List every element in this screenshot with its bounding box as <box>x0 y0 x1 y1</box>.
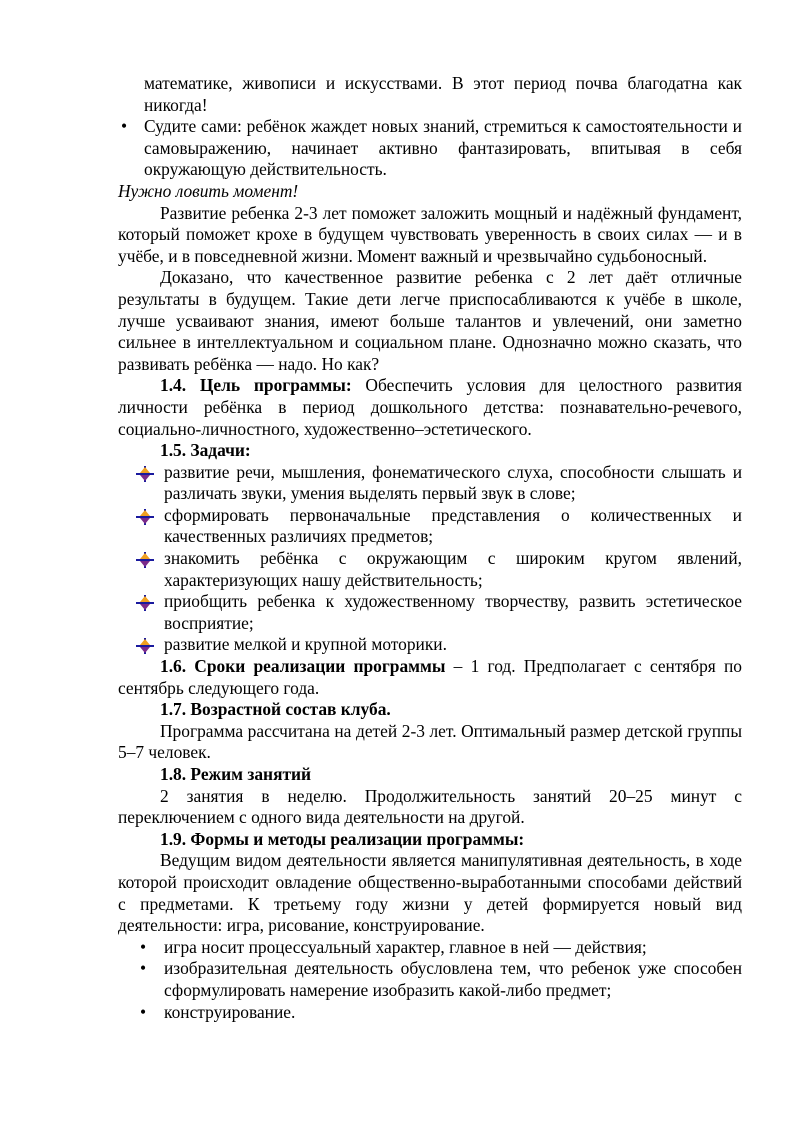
bullet-dot-icon: • <box>140 1001 147 1022</box>
bullet-dot-icon: • <box>140 958 147 979</box>
paragraph: Доказано, что качественное развитие ребенка с 2 лет даёт отличные результаты в будущем. Такие дети легче приспосабливаются к учёбе в школе, лучше усваивают знания, имеют больше талантов и увлечений, они заметно сильнее в интеллектуальном и социальном плане. Однозначно можно сказать, что развивать ребёнка — надо. Но как? <box>118 267 742 374</box>
task-text: сформировать первоначальные представления о количественных и качественных различиях предметов; <box>164 504 742 547</box>
italic-emphasis: Нужно ловить момент! <box>118 180 299 201</box>
document-page <box>118 73 742 1023</box>
section-heading: 1.9. Формы и методы реализации программы: <box>160 828 525 849</box>
section-heading: 1.7. Возрастной состав клуба. <box>160 699 391 720</box>
list-item <box>118 505 742 548</box>
list-item <box>118 462 742 505</box>
list-item <box>118 1002 742 1024</box>
section-heading: 1.6. Сроки реализации программы <box>160 656 446 677</box>
section-goal <box>118 375 742 440</box>
arrow-bullet-icon <box>136 552 154 568</box>
arrow-bullet-icon <box>136 509 154 525</box>
arrow-bullet-icon <box>136 638 154 654</box>
arrow-bullet-icon <box>136 466 154 482</box>
list-item <box>118 548 742 591</box>
task-text: приобщить ребенка к художественному творчеству, развить эстетическое восприятие; <box>164 591 742 633</box>
list-item <box>118 937 742 959</box>
section-heading: 1.8. Режим занятий <box>160 764 312 784</box>
task-list <box>118 462 742 656</box>
section-text: – 1 год. Предполагает с сентября по сентябрь следующего года. <box>118 656 743 698</box>
list-item <box>118 116 742 181</box>
task-text: развитие мелкой и крупной моторики. <box>164 634 447 655</box>
list-item <box>118 634 742 656</box>
bullet-dot-icon: • <box>140 936 147 957</box>
paragraph: 2 занятия в неделю. Продолжительность занятий 20–25 минут с переключением с одного вида деятельности на другой. <box>118 785 742 828</box>
bullet-text: конструирование. <box>164 1001 296 1022</box>
section-heading: 1.5. Задачи: <box>160 440 251 461</box>
section-duration <box>118 656 742 699</box>
bullet-text: изобразительная деятельность обусловлена тем, что ребенок уже способен сформулировать намерение изобразить какой-либо предмет; <box>164 958 742 1000</box>
arrow-bullet-icon <box>136 595 154 611</box>
section-heading: 1.4. Цель программы: <box>160 375 352 396</box>
continuation-text: математике, живописи и искусствами. В этот период почва благодатна как никогда! <box>144 73 742 115</box>
paragraph: Ведущим видом деятельности является манипулятивная деятельность, в ходе которой происходит овладение общественно-выработанными способами действий с предметами. К третьему году жизни у детей формируется новый вид деятельности: игра, рисование, конструирование. <box>118 850 742 936</box>
list-item <box>118 958 742 1001</box>
paragraph: Программа рассчитана на детей 2-3 лет. Оптимальный размер детской группы 5–7 человек. <box>118 720 742 763</box>
bullet-dot-icon: • <box>121 116 128 137</box>
task-text: знакомить ребёнка с окружающим с широким кругом явлений, характеризующих нашу действительность; <box>164 548 742 590</box>
bullet-text: игра носит процессуальный характер, главное в ней — действия; <box>164 936 647 957</box>
paragraph: Развитие ребенка 2-3 лет поможет заложить мощный и надёжный фундамент, который поможет крохе в будущем чувствовать уверенность в своих силах — и в учёбе, и в повседневной жизни. Момент важный и чрезвычайно судьбоносный. <box>118 202 742 266</box>
task-text: развитие речи, мышления, фонематического слуха, способности слышать и различать звуки, умения выделять первый звук в слове; <box>164 461 742 504</box>
bullet-text: Судите сами: ребёнок жаждет новых знаний, стремиться к самостоятельности и самовыражению, начинает активно фантазировать, впитывая в себя окружающую действительность. <box>144 116 742 180</box>
list-item <box>118 591 742 634</box>
section-text: Обеспечить условия для целостного развития личности ребёнка в период дошкольного детства: познавательно-речевого, социально-личностного, художественно–эстетического. <box>118 375 742 439</box>
